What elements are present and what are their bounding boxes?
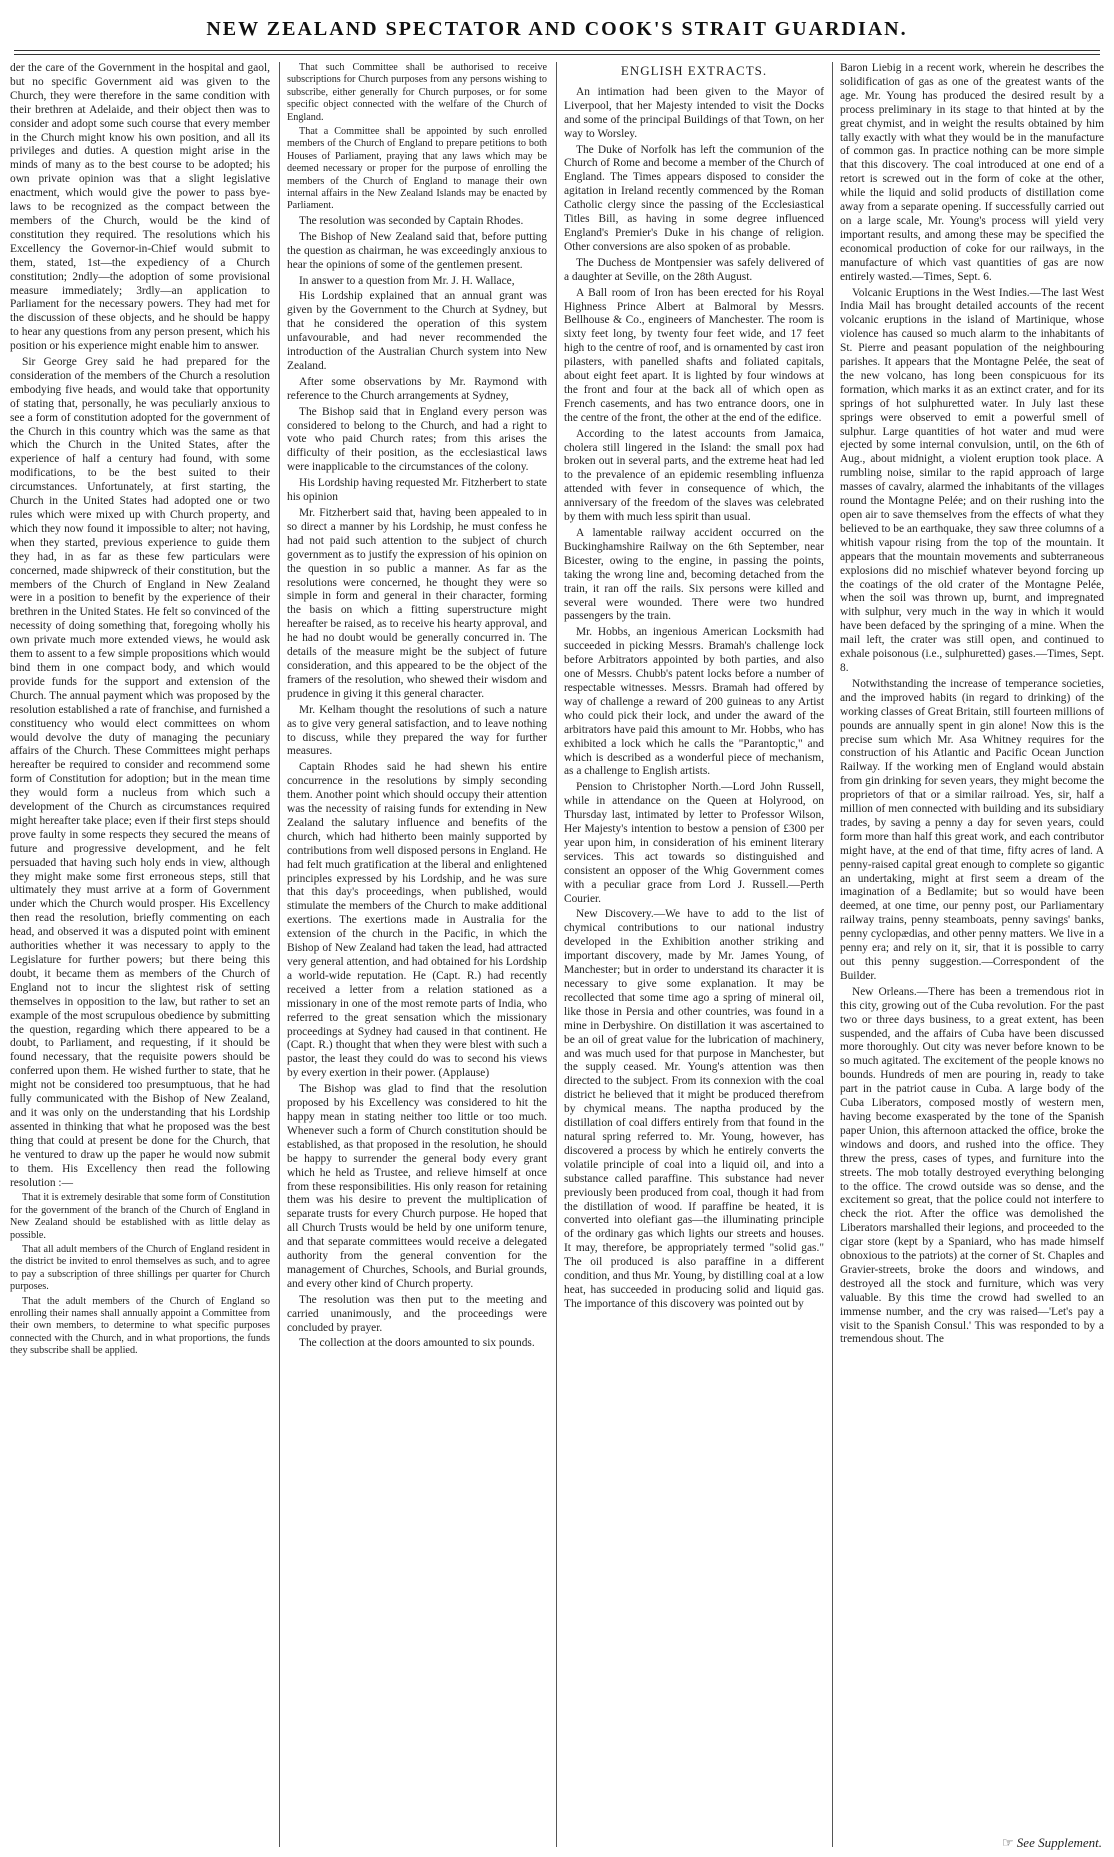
- paragraph: An intimation had been given to the Mayor of Liverpool, that her Majesty intended to visit the Docks and some of the principal Buildings of that Town, on her way to Worsley.: [564, 85, 824, 140]
- pointing-hand-icon: ☞: [1001, 1835, 1014, 1850]
- paragraph: A Ball room of Iron has been erected for his Royal Highness Prince Albert at Balmoral by Messrs. Bellhouse & Co., engineers of Manchester. The room is sixty feet long, by twenty four feet wide, and 17 feet high to the centre of roof, and is ornamented by cast iron pilasters, with panelled shafts and foliated capitals, about eight feet apart. It is lighted by four windows at the front and four at the back all of which open as French casements, and has two entrance doors, one in the centre of the front, the other at the end of the edifice.: [564, 286, 824, 424]
- paragraph: The resolution was then put to the meeting and carried unanimously, and the proceedings were concluded by prayer.: [287, 1293, 547, 1334]
- paragraph: Notwithstanding the increase of temperance societies, and the improved habits (in regard to drinking) of the working classes of Great Britain, still fourteen millions of pounds are annually spent in gin alone! Now this is the precise sum which Mr. Asa Whitney requires for the construction of his Atlantic and Pacific Ocean Junction Railway. If the working men of England would abstain from gin drinking for seven years, they might become the proprietors of that or a similar railroad. Yes, sir, half a million of men connected with building and its subsidiary trades, by saving a penny a day for seven years, could form more than half this great work, and each contributor might have, at the end of that time, fifty acres of land. A penny-raised capital great enough to complete so gigantic an undertaking, might at first seem a dream of the imagination of a Bedlamite; but so would have been deemed, at one time, our penny post, our Parliamentary railway trains, penny steamboats, penny savings' banks, penny cyclopædias, and other penny matters. We live in a penny era; and rely on it, sir, that it is possible to carry out this penny suggestion.—Correspondent of the Builder.: [840, 677, 1104, 982]
- resolution-paragraph: That a Committee shall be appointed by such enrolled members of the Church of England to prepare petitions to both Houses of Parliament, praying that any laws which may be deemed necessary or proper for the purpose of enrolling the members of the Church of England to manage their own internal affairs in the New Zealand Islands may be enacted by Parliament.: [287, 126, 547, 212]
- paragraph: The Duke of Norfolk has left the communion of the Church of Rome and become a member of the Church of England. The Times appears disposed to consider the agitation in Ireland recently commenced by the Roman Catholic clergy since the passing of the Ecclesiastical Titles Bill, as having in some degree influenced England's Premier's Duke in his change of religion. Other conversions are also spoken of as probable.: [564, 143, 824, 253]
- column-4: [840, 62, 1104, 1847]
- title-rule-thin: [14, 54, 1100, 55]
- paragraph: A lamentable railway accident occurred on the Buckinghamshire Railway on the 6th September, near Bicester, owing to the engine, in passing the points, taking the wrong line and, becoming detached from the train, it ran off the rails. Six persons were killed and several were wounded. There were two hundred passengers by the train.: [564, 527, 824, 623]
- resolution-paragraph: That the adult members of the Church of England so enrolling their names shall annually appoint a Committee from their own members, to determine to what specific purposes connected with the Church, and in what proportions, the funds they subscribe shall be applied.: [10, 1295, 270, 1357]
- paragraph: After some observations by Mr. Raymond with reference to the Church arrangements at Sydney,: [287, 375, 547, 402]
- section-heading: ENGLISH EXTRACTS.: [620, 63, 768, 78]
- column-3: [564, 62, 824, 1847]
- title-rule-thick: [14, 50, 1100, 51]
- paragraph: The collection at the doors amounted to six pounds.: [299, 1337, 535, 1350]
- column-divider: [279, 62, 280, 1847]
- paragraph: Mr. Fitzherbert said that, having been appealed to in so direct a manner by his Lordship, he must confess he had not paid such attention to the subject of church government as to justify the expression of his opinion on the question in so public a manner. As far as the resolutions were concerned, he thought they were so simple in form and general in their character, forming the basis on which a fitting superstructure might hereafter be raised, as to receive his hearty approval, and he had no doubt would be generally concurred in. The details of the measure might be the subject of future consideration, and this appeared to be the object of the framers of the resolution, who shewed their wisdom and prudence in giving it this general character.: [287, 507, 547, 700]
- resolution-paragraph: That all adult members of the Church of England resident in the district be invited to enrol themselves as such, and to agree to pay a subscription of three shillings per quarter for Church purposes.: [10, 1244, 270, 1293]
- newspaper-title: NEW ZEALAND SPECTATOR AND COOK'S STRAIT GUARDIAN.: [206, 18, 908, 40]
- column-divider: [556, 62, 557, 1847]
- paragraph: New Orleans.—There has been a tremendous riot in this city, growing out of the Cuba revolution. For the past two or three days business, to a great extent, has been suspended, and the affairs of Cuba have been discussed more thoroughly. Out city was never before known to be so much agitated. The excitement of the people knows no bounds. Hundreds of men are pouring in, ready to take part in the patriot cause in Cuba. A large body of the Cuba Liberators, composed mostly of western men, having become exasperated by the tone of the Spanish paper Union, this afternoon attacked the office, broke the windows and doors, and rushed into the office. They threw the press, cases of types, and furniture into the streets. The mob totally destroyed everything belonging to the office. The crowd outside was so dense, and the excitement so great, that the police could not interfere to check the riot. After the office was demolished the Liberators marshalled their legions, and proceeded to the cigar store (kept by a Spaniard, who has made himself obnoxious to the patriots) at the corner of St. Chaples and Gravier-streets, broke the doors and windows, and destroyed all the stock and furniture, which was very valuable. By this time the crowd had swelled to an immense number, and the cry was raised—'Let's pay a visit to the Spanish Consul.' This was responded to by a tremendous shout. The: [840, 985, 1104, 1346]
- paragraph: The Bishop of New Zealand said that, before putting the question as chairman, he was exceedingly anxious to hear the opinions of some of the gentlemen present.: [287, 230, 547, 271]
- paragraph: The Bishop was glad to find that the resolution proposed by his Excellency was considered to hit the happy mean in stating neither too little or too much. Whenever such a form of Church constitution should be established, as that proposed in the resolution, he should be happy to surrender the general body every grant which he held as Trustee, and relieve himself at once from these responsibilities. His only reason for retaining them was his desire to prevent the multiplication of separate trusts for every Church purpose. He hoped that all Church Trusts would be held by one uniform tenure, and that separate committees would receive a delegated authority from the general convention for the management of Churches, Schools, and Burial grounds, and every other kind of Church property.: [287, 1083, 547, 1290]
- paragraph: New Discovery.—We have to add to the list of chymical contributions to our national industry developed in the Exhibition another striking and important discovery, made by Mr. James Young, of Manchester; but in order to understand its character it is necessary to give some explanation. It may be recollected that some time ago a spring of mineral oil, like those in Persia and other countries, was found in a mine in Derbyshire. On distillation it was ascertained to be an oil of great value for the lubrication of machinery, and was much used for that purpose in Manchester, but the supply ceased. Mr. Young's attention was then directed to the subject. From its connexion with the coal district he believed that it might be produced therefrom by chymical means. The naptha produced by the distillation of coal differs entirely from that found in the natural spring referred to. Mr. Young, however, has discovered a process by which he entirely converts the volatile principle of coal into a liquid oil, and into a substance called paraffine. This substance had never previously been produced from coal, though it had from the distillation of wood. If paraffine be heated, it is converted into olefiant gas—the illuminating principle of the ordinary gas which lights our streets and houses. It may, therefore, be appropriately termed "solid gas." The oil produced is also paraffine in a different condition, and thus Mr. Young, by distilling coal at a low heat, has succeeded in producing solid and liquid gas. The importance of this discovery was pointed out by: [564, 908, 824, 1310]
- see-supplement-text: See Supplement.: [1016, 1835, 1102, 1850]
- paragraph: Baron Liebig in a recent work, wherein he describes the solidification of gas as one of the greatest wants of the age. Mr. Young has produced the desired result by a process preliminary in its stage to that hinted at by the great chymist, and in weight the results obtained by him tally exactly with what they would be in the manufacture of common gas. In practice nothing can be more simple that this discovery. The coal introduced at one end of a retort is screwed out in the form of coke at the other, while the liquid and solid products of distillation come away from a separate opening. If successfully carried out on a large scale, Mr. Young's process will yield very important results, and among these may be specified the economical production of coke for our railways, in the manufacture of which vast quantities of gas are now entirely wasted.—Times, Sept. 6.: [840, 62, 1104, 283]
- paragraph: Sir George Grey said he had prepared for the consideration of the members of the Church a resolution embodying five heads, and would take that opportunity of stating that, personally, he was peculiarly anxious to see a form of constitution adopted for the government of the Church in this country which was the same as that which the Church in the United States, after the experience of half a century had found, with some modifications, to be the best suited to their circumstances. Unfortunately, at first starting, the Church in the United States had adopted one or two rules which were mixed up with Church property, and which they now found it impossible to alter; not having, when they started, previous experience to guide them they had, in as far as these few particulars were concerned, made shipwreck of their constitution, but the members of the Church of England in New Zealand were in a position to benefit by the experience of their brethren in the United States. He felt so convinced of the necessity of doing something that, foregoing wholly his own private much more extended views, he would ask them to assent to a few simple propositions which would bind them in one compact body, and which would provide funds for the support and extension of the Church. The annual payment which was proposed by the resolution established a rate of franchise, and furnished a constituency who would elect committees on whom would devolve the duty of managing the pecuniary affairs of the Church. These Committees might perhaps hereafter be required to consider and recommend some form of Constitution for adoption; but in the mean time they would form a nucleus from which such a development of the Church as circumstances required might hereafter take place; even if their first steps should prove faulty in some respects they secured the means of future and progressive development, and he felt persuaded that having such holy ends in view, although they might make some first erroneous steps, still that ultimately they must arrive at a form of Government under which the Church would prosper. His Excellency then read the resolution, briefly commenting on each head, and observed it was a disputed point with eminent authorities whether it was necessary to apply to the Legislature for further powers; but there being this doubt, it became them as members of the Church of England not to incur the slightest risk of setting themselves in opposition to the law, but rather to set an example of the most scrupulous obedience by submitting the question, regarding which there appeared to be a doubt, to Parliament, and requesting, if it should be found necessary, that the requisite powers should be conferred upon them. He wished further to state, that he might not be considered too presumptuous, that he had fully communicated with the Bishop of New Zealand, and it was only on the understanding that his Lordship assented in thinking that what he proposed was the best thing that could at present be done for the Church, that he ventured to draw up the paper he would now submit to them. His Excellency then read the following resolution :—: [10, 356, 270, 1189]
- paragraph: His Lordship explained that an annual grant was given by the Government to the Church at Sydney, but that he considered the operation of this system unfavourable, and had never recommended the introduction of the Australian Church system into New Zealand.: [287, 290, 547, 372]
- resolution-paragraph: That it is extremely desirable that some form of Constitution for the government of the branch of the Church of England in New Zealand should be established with as little delay as possible.: [10, 1192, 270, 1241]
- column-1: [10, 62, 270, 1847]
- paragraph: der the care of the Government in the hospital and gaol, but no specific Government aid was given to the Church, they were therefore in the same condition with their brethren at Adelaide, and their object then was to consider and adopt some such course that every member in the Church might know his own position, and all its privileges and duties. A question might arise in the minds of many as to the best course to be adopted; his own private opinion was that a slight legislative enactment, which would give the power to pass bye-laws to be recognized as the compact between the members of the Church, would be the kind of constitution they required. The resolutions which his Excellency the Governor-in-Chief would submit to them, stated, 1st—the expediency of a Church constitution; 2ndly—the adoption of some provisional measure immediately; 3rdly—an application to Parliament for the necessary powers. They had met for the discussion of these objects, and he should be happy to hear any questions from any person present, which his position or his experience might enable him to answer.: [10, 62, 270, 353]
- masthead: [0, 0, 1114, 58]
- paragraph: His Lordship having requested Mr. Fitzherbert to state his opinion: [287, 477, 547, 504]
- paragraph: Captain Rhodes said he had shewn his entire concurrence in the resolutions by simply seconding them. Another point which should occupy their attention was the necessity of raising funds for extending in New Zealand the salutary influence and benefits of the church, which had hitherto been mainly supported by contributions from well disposed persons in England. He had felt much gratification at the liberal and enlightened principles expressed by his Lordship, and he was sure that this day's proceedings, when published, would stimulate the members of the Church to make additional exertions. The exertions made in Australia for the extension of the church in the Pacific, in which the Bishop of New Zealand had taken the lead, had attracted very general attention, and had obtained for his Lordship a world-wide reputation. He (Capt. R.) had recently received a letter from a relation stationed as a missionary in one of the most remote parts of India, who referred to the great sensation which the missionary proceedings at Sydney had caused in that continent. He (Capt. R.) thought that when they were blest with such a pastor, the least they could do was to second his views by every exertion in their power. (Applause): [287, 761, 547, 1080]
- paragraph: Mr. Kelham thought the resolutions of such a nature as to give very general satisfaction, and to leave nothing to discuss, while they prepared the way for further measures.: [287, 703, 547, 758]
- paragraph: The Bishop said that in England every person was considered to belong to the Church, and had a right to vote who paid Church rates; from this arises the difficulty of their position, as the ecclesiastical laws were inapplicable to the circumstances of the colony.: [287, 405, 547, 474]
- paragraph: The resolution was seconded by Captain Rhodes.: [299, 214, 524, 227]
- column-2: [287, 62, 547, 1847]
- paragraph: According to the latest accounts from Jamaica, cholera still lingered in the Island: the small pox had broken out in several parts, and the extreme heat had led to the prevalence of an epidemic resembling influenza attended with fever in consequence of which, the anniversary of the freedom of the slaves was celebrated by them with much less spirit than usual.: [564, 427, 824, 524]
- resolution-paragraph: That such Committee shall be authorised to receive subscriptions for Church purposes from any persons wishing to subscribe, either generally for Church purposes, or for some specific object connected with the welfare of the Church of England.: [287, 62, 547, 123]
- paragraph: Volcanic Eruptions in the West Indies.—The last West India Mail has brought detailed accounts of the recent volcanic eruptions in the island of Martinique, whose violence has caused so much alarm to the inhabitants of St. Pierre and peasant population of the neighbouring parishes. It appears that the Montagne Pelée, the seat of the new volcano, has long been conspicuous for its formation, which marks it as an extinct crater, and for its springs of hot sulphuretted water. In July last these springs were observed to emit a powerful smell of sulphur. Large quantities of hot water and mud were ejected by some internal convulsion, until, on the 6th of Aug., about midnight, a violent eruption took place. A rumbling noise, similar to the rapid approach of large masses of cavalry, alarmed the inhabitants of the villages round the Montagne Pelée; and on their rushing into the open air to save themselves from the effects of what they believed to be an earthquake, they saw three columns of a whitish vapour rising from the top of the mountain. It appears that the mountain movements and subterraneous explosions did no mischief whatever beyond forcing up the coatings of the old crater of the Montagne Pelée, when the soil was thrown up, burnt, and impregnated with sulphur, very much in the way in which it would have been defaced by the springing of a mine. When the mail left, the crater was still open, and continued to exhale poisonous (i.e., sulphuretted) gases.—Times, Sept. 8.: [840, 286, 1104, 674]
- paragraph: In answer to a question from Mr. J. H. Wallace,: [299, 274, 515, 287]
- see-supplement-note: [1002, 1835, 1102, 1851]
- column-divider: [832, 62, 833, 1847]
- paragraph: Pension to Christopher North.—Lord John Russell, while in attendance on the Queen at Holyrood, on Thursday last, intimated by letter to Professor Wilson, Her Majesty's intention to bestow a pension of £300 per year upon him, in consideration of his eminent literary services. This act towards so distinguished and consistent an opposer of the Whig Government comes with a peculiar grace from Lord J. Russell.—Perth Courier.: [564, 781, 824, 905]
- paragraph: The Duchess de Montpensier was safely delivered of a daughter at Seville, on the 28th August.: [564, 256, 824, 283]
- paragraph: Mr. Hobbs, an ingenious American Locksmith had succeeded in picking Messrs. Bramah's challenge lock before Arbitrators appointed by both parties, and also one of Messrs. Chubb's patent locks before a number of respectable witnesses. Messrs. Bramah had offered by way of challenge a reward of 200 guineas to any Artist who could pick their lock, and under the award of the arbitrators have paid this amount to Mr. Hobbs, who has exhibited a lock which he calls the "Parantoptic," and which is described as a wonderful piece of mechanism, as a challenge to English artists.: [564, 626, 824, 778]
